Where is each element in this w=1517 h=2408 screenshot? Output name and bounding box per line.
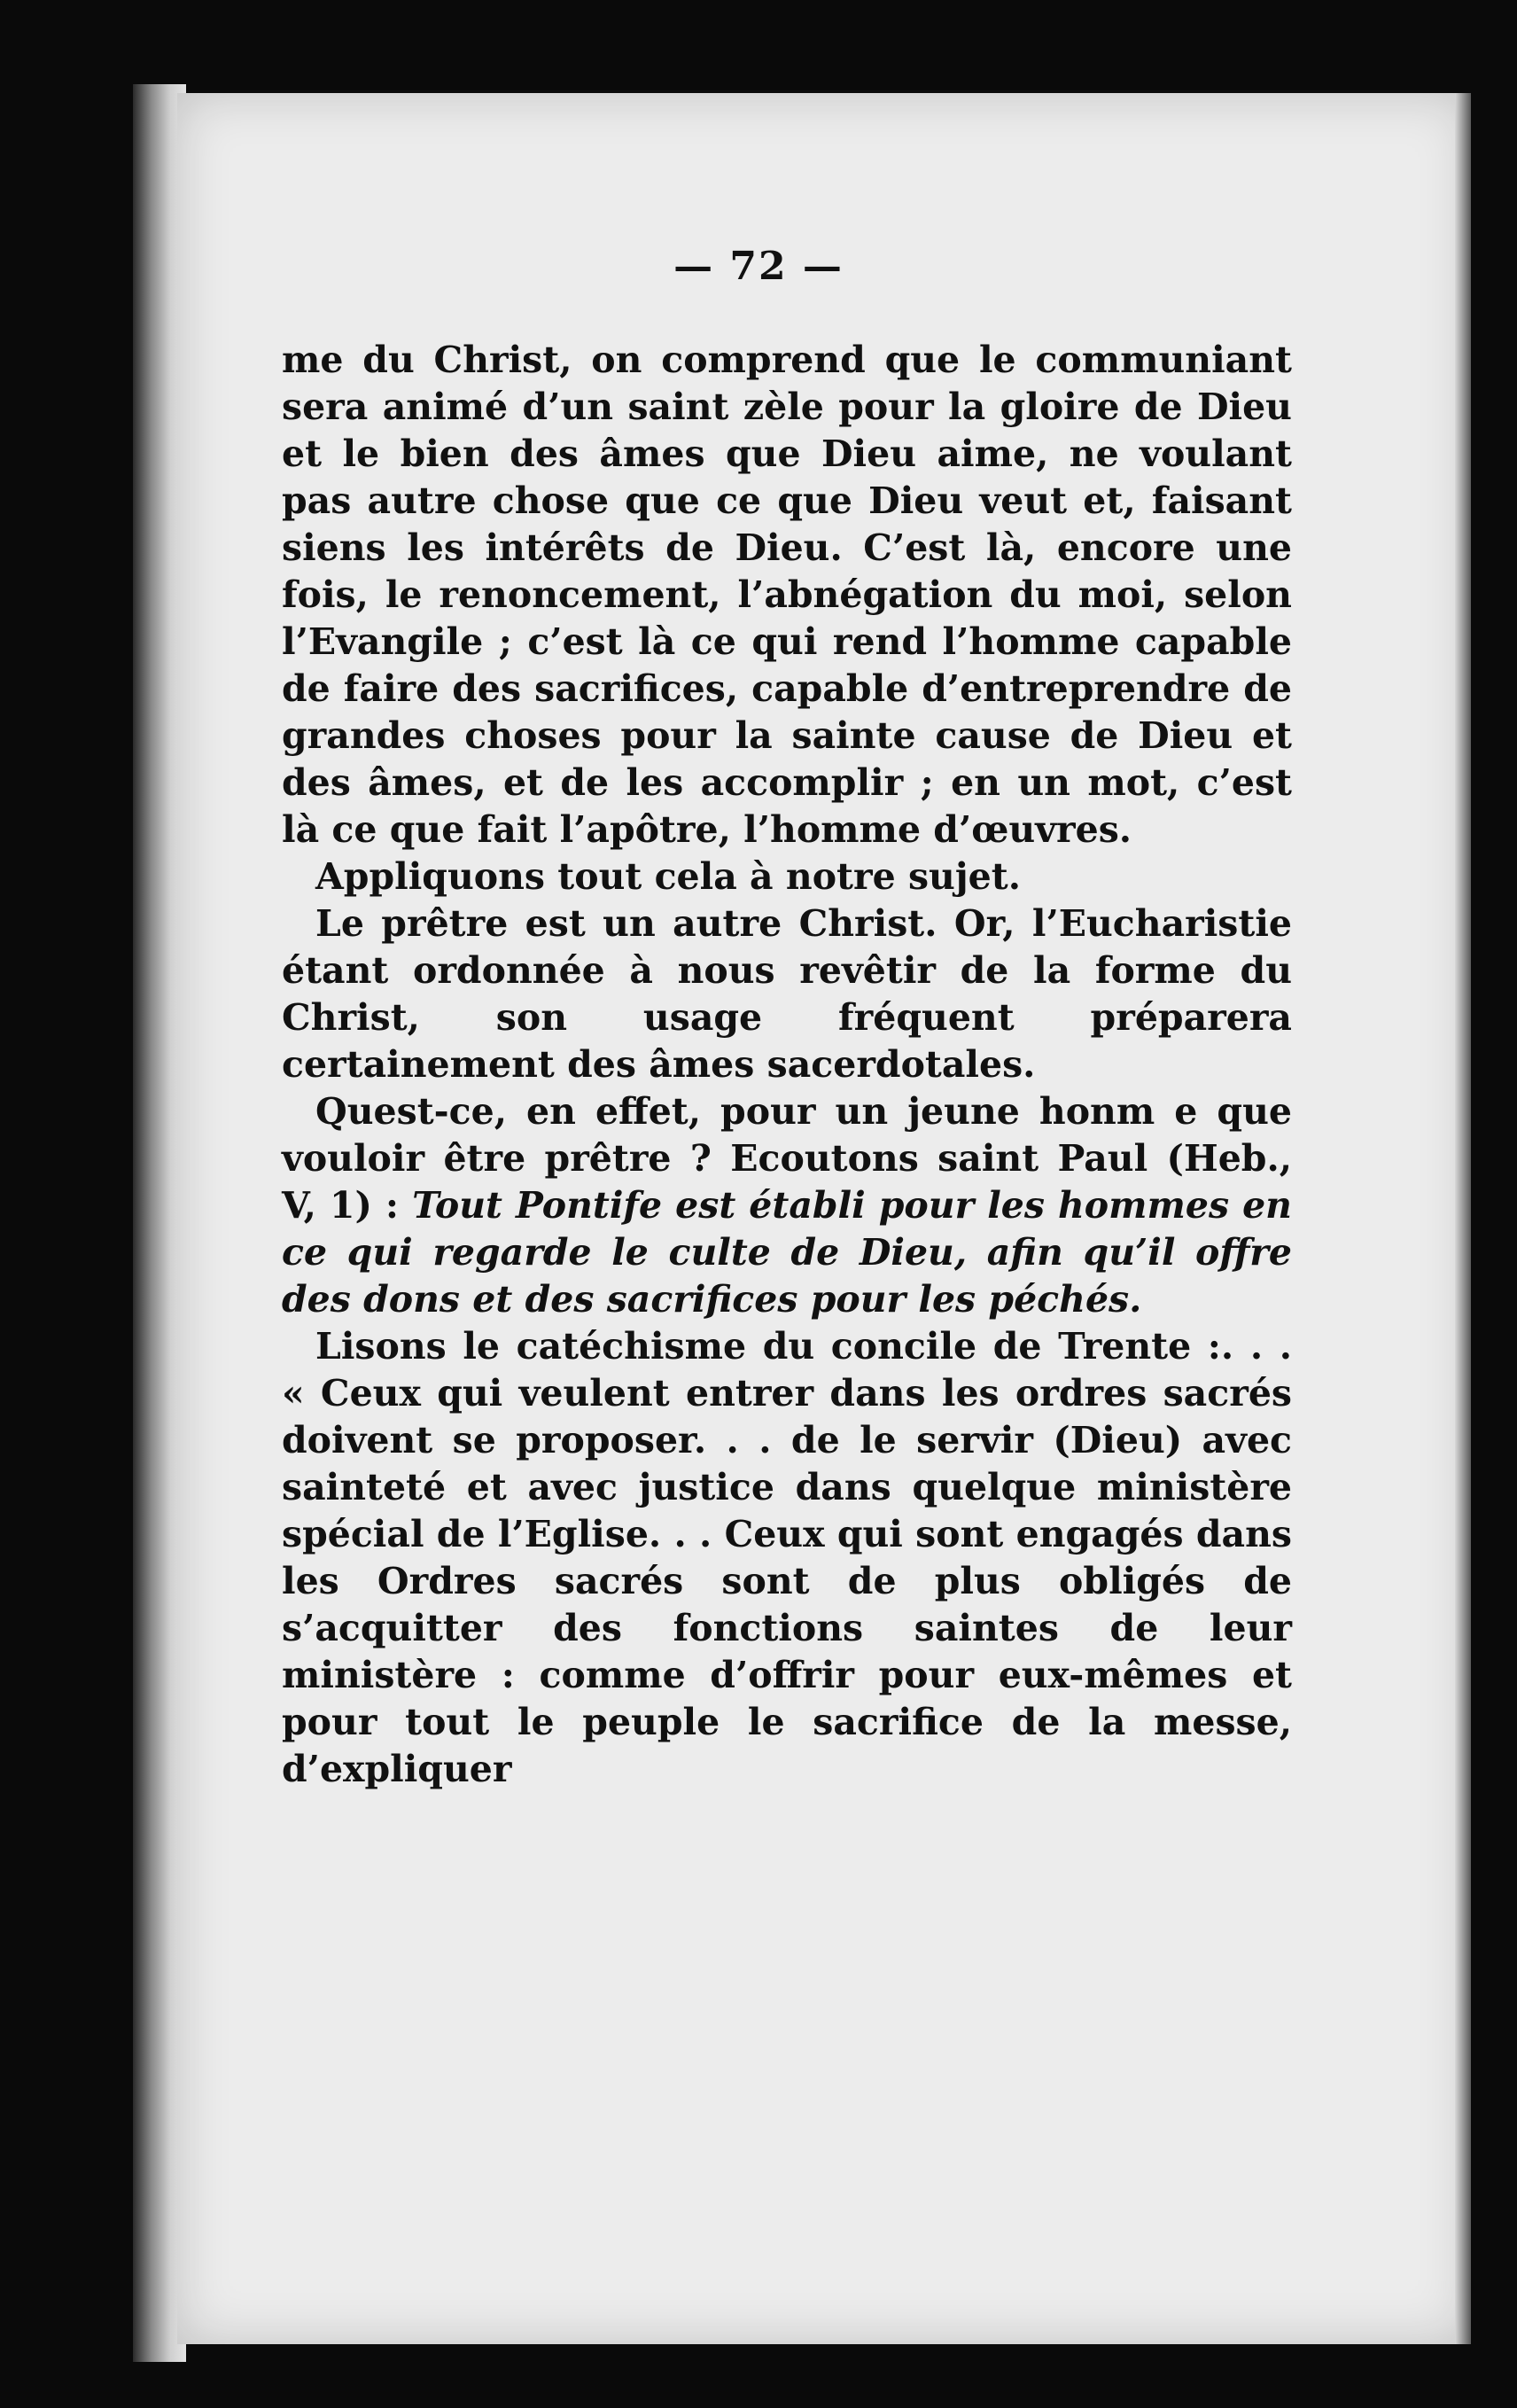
paragraph-4-quote: Tout Pontife est établi pour les hommes en ce qui regarde le culte de Dieu, afin qu’il offre des dons et des sacrifices pour les péchés. bbox=[282, 1184, 1292, 1321]
body-text bbox=[282, 337, 1292, 1793]
paragraph-5-text: Lisons le catéchisme du concile de Trente :. . . « Ceux qui veulent entrer dans les ordres sacrés doivent se proposer. . . de le servir (Dieu) avec sainteté et avec justice dans quelque ministère spécial de l’Eglise. . . Ceux qui sont engagés dans les Ordres sacrés sont de plus obligés de s’acquitter des fonctions saintes de leur ministère : comme d’offrir pour eux-mêmes et pour tout le peuple le sacrifice de la messe, d’expliquer bbox=[282, 1325, 1292, 1790]
paragraph-1 bbox=[282, 337, 1292, 853]
paragraph-3 bbox=[282, 900, 1292, 1088]
paragraph-4-text: Quest-ce, en effet, pour un jeune honm e que vouloir être prêtre ? Ecoutons saint Paul (Heb., V, 1) : bbox=[282, 1090, 1292, 1227]
paragraph-2-text: Appliquons tout cela à notre sujet. bbox=[315, 855, 1021, 898]
paragraph-5 bbox=[282, 1323, 1292, 1793]
page-number: — 72 — bbox=[673, 244, 844, 289]
paragraph-3-text: Le prêtre est un autre Christ. Or, l’Eucharistie étant ordonnée à nous revêtir de la forme du Christ, son usage fréquent préparera certainement des âmes sacerdotales. bbox=[282, 902, 1292, 1086]
paragraph-1-text: me du Christ, on comprend que le communiant sera animé d’un saint zèle pour la gloire de Dieu et le bien des âmes que Dieu aime, ne voulant pas autre chose que ce que Dieu veut et, faisant siens les intérêts de Dieu. C’est là, encore une fois, le renoncement, l’abnégation du moi, selon l’Evangile ; c’est là ce qui rend l’homme capable de faire des sacrifices, capable d’entreprendre de grandes choses pour la sainte cause de Dieu et des âmes, et de les accomplir ; en un mot, c’est là ce que fait l’apôtre, l’homme d’œuvres. bbox=[282, 339, 1292, 851]
paragraph-2 bbox=[282, 853, 1292, 900]
page-edge bbox=[1455, 93, 1471, 2344]
paragraph-4 bbox=[282, 1088, 1292, 1323]
